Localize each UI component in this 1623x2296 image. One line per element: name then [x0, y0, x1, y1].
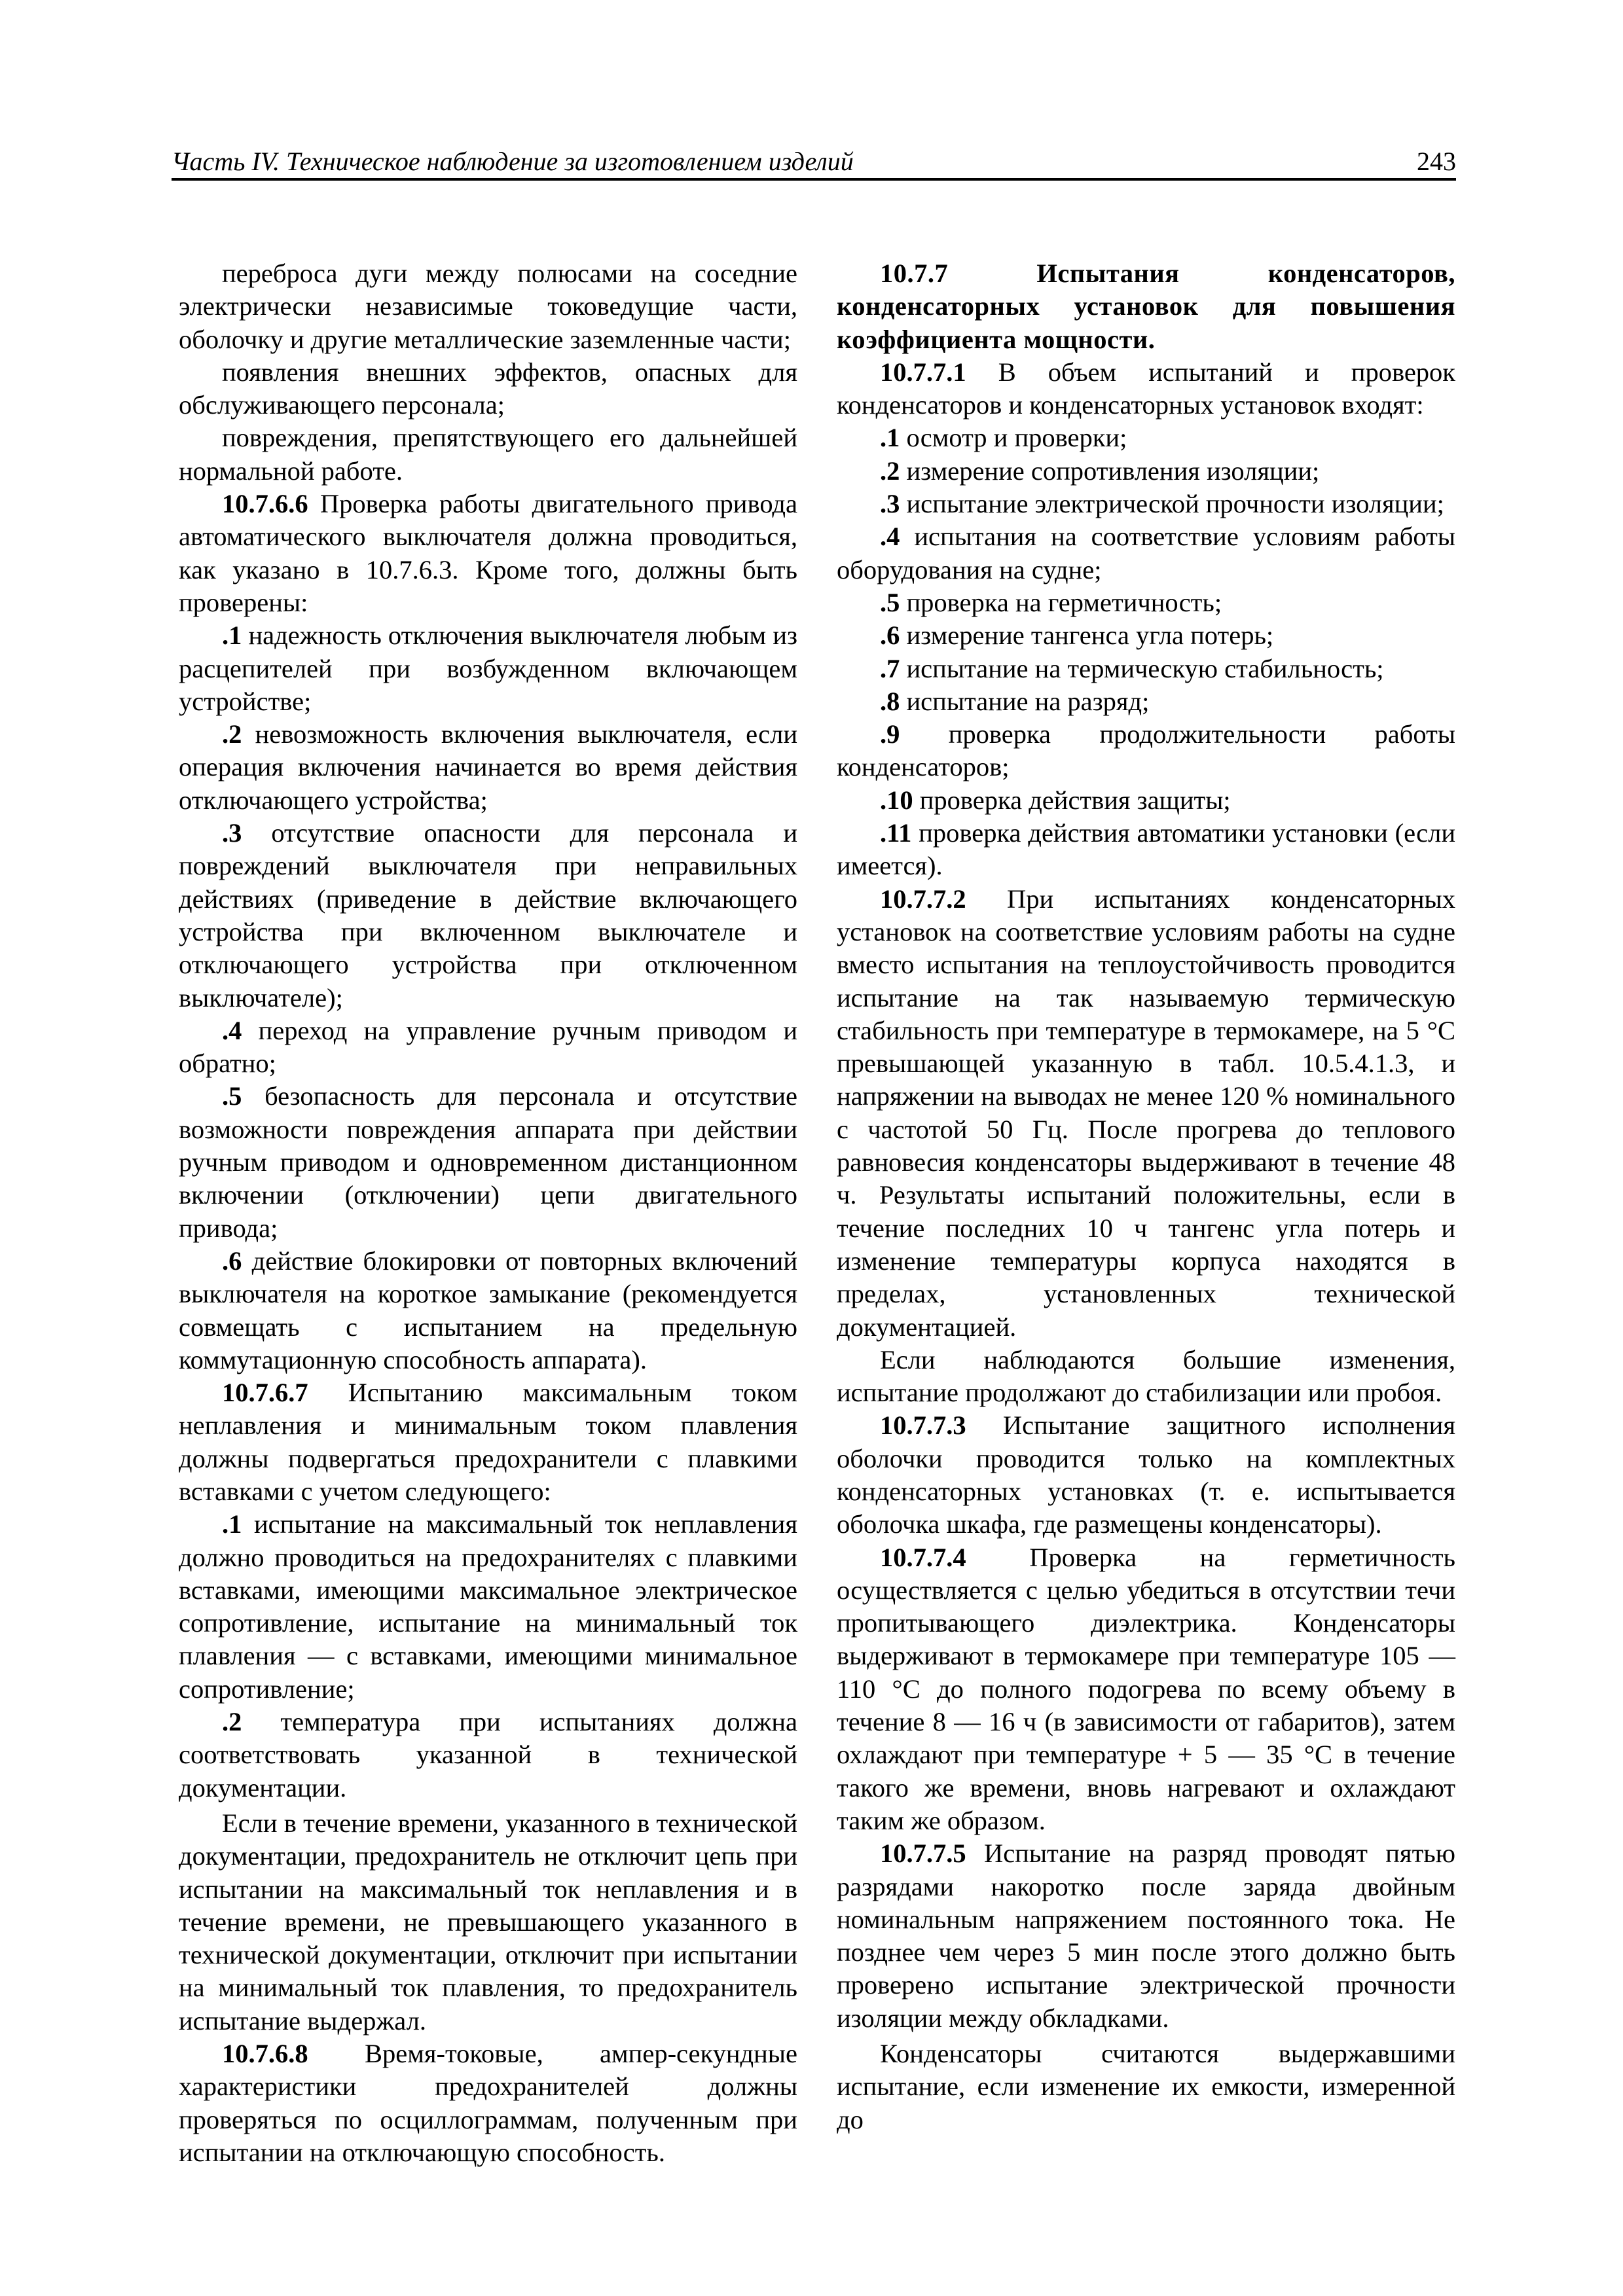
item-text: испытание на максимальный ток неплавления должно проводиться на предохранителях с плавкими вставками, имеющими максимальное электрическое сопротивление, испытание на минимальный ток плавления — с вставками, имеющими минимальное сопротивление;: [179, 1509, 797, 1704]
clause-10-7-6-8: [179, 2037, 797, 2169]
clause-text: При испытаниях конденсаторных установок на соответствие условиям работы на судне вместо испытания на теплоустойчивость проводится испытание на так называемую термическую стабильность при температуре в термокамере, на 5 °С превышающей указанную в табл. 10.5.4.1.3, и напряжении на выводах не менее 120 % номинального с частотой 50 Гц. После прогрева до теплового равновесия конденсаторы выдерживают в течение 48 ч. Результаты испытаний положительны, если в течение последних 10 ч тангенс угла потерь и изменение температуры корпуса находятся в пределах, установленных технической документацией.: [837, 884, 1455, 1342]
item-text: испытания на соответствие условиям работы оборудования на судне;: [837, 522, 1455, 584]
item-text: проверка продолжительности работы конденсаторов;: [837, 719, 1455, 782]
item-number: .6: [222, 1246, 242, 1276]
item-text: безопасность для персонала и отсутствие возможности повреждения аппарата при действии ручным приводом и одновременном дистанционном включении (отключении) цепи двигательного привода;: [179, 1081, 797, 1243]
item-number: .2: [222, 1707, 242, 1737]
paragraph: Конденсаторы считаются выдержавшими испытание, если изменение их емкости, измеренной до: [837, 2039, 1455, 2134]
item-number: .3: [222, 818, 242, 848]
clause-text: Проверка на герметичность осуществляется с целью убедиться в отсутствии течи пропитывающего диэлектрика. Конденсаторы выдерживают в термокамере при температуре 105 — 110 °С до полного подогрева по всему объему в течение 8 — 16 ч (в зависимости от габаритов), затем охлаждают при температуре + 5 — 35 °С в течение такого же времени, вновь нагревают и охлаждают таким же образом.: [837, 1542, 1455, 1835]
item-number: .2: [222, 719, 242, 749]
item-text: испытание на разряд;: [900, 686, 1150, 716]
clause-number: 10.7.7.5: [880, 1839, 966, 1869]
item-text: проверка действия автоматики установки (если имеется).: [837, 818, 1455, 881]
clause-text: В объем испытаний и проверок конденсаторов и конденсаторных установок входят:: [837, 357, 1455, 420]
paragraph: повреждения, препятствующего его дальнейшей нормальной работе.: [179, 423, 797, 486]
right-column: [837, 257, 1455, 2136]
clause-number: 10.7.7.2: [880, 884, 966, 914]
item-number: .2: [880, 456, 900, 486]
clause-10-7-7-4: [837, 1541, 1455, 1838]
list-item: [179, 1014, 797, 1081]
item-number: .1: [222, 1509, 242, 1539]
clause-number: 10.7.7.1: [880, 357, 966, 387]
list-item: [837, 422, 1455, 454]
list-item: [837, 784, 1455, 817]
clause-10-7-7-1: [837, 356, 1455, 422]
list-item: [837, 520, 1455, 586]
clause-10-7-6-7: [179, 1376, 797, 1508]
list-item: [179, 1245, 797, 1376]
clause-number: 10.7.7.4: [880, 1542, 966, 1572]
list-item: [179, 718, 797, 817]
item-text: измерение тангенса угла потерь;: [900, 620, 1274, 651]
item-number: .1: [880, 423, 900, 453]
clause-number: 10.7.6.6: [222, 489, 308, 519]
item-text: проверка на герметичность;: [900, 587, 1222, 617]
clause-text: Время-токовые, ампер-секундные характеристики предохранителей должны проверяться по осциллограммам, полученным при испытании на отключающую способность.: [179, 2039, 797, 2167]
item-number: .11: [880, 818, 912, 848]
item-text: испытание электрической прочности изоляции;: [900, 489, 1444, 519]
item-text: невозможность включения выключателя, если операция включения начинается во время действия отключающего устройства;: [179, 719, 797, 815]
item-text: отсутствие опасности для персонала и повреждений выключателя при неправильных действиях (приведение в действие включающего устройства при включенном выключателе и отключающего устройства при отключенном выключателе);: [179, 818, 797, 1013]
clause-10-7-7-5: [837, 1837, 1455, 2035]
clause-10-7-7-2: [837, 883, 1455, 1344]
item-number: .5: [222, 1081, 242, 1111]
item-number: .3: [880, 489, 900, 519]
running-header: [172, 145, 1456, 181]
item-number: .9: [880, 719, 900, 749]
item-number: .6: [880, 620, 900, 651]
paragraph: Если в течение времени, указанного в технической документации, предохранитель не отключит цепь при испытании на максимальный ток неплавления и в течение времени, не превышающего указанного в технической документации, отключит при испытании на минимальный ток плавления, то предохранитель испытание выдержал.: [179, 1808, 797, 2036]
item-text: переход на управление ручным приводом и обратно;: [179, 1015, 797, 1079]
list-item: [179, 1080, 797, 1244]
item-number: .4: [222, 1015, 242, 1045]
list-item: [179, 1706, 797, 1804]
clause-number: 10.7.6.7: [222, 1378, 308, 1408]
item-text: надежность отключения выключателя любым из расцепителей при возбужденном включающем устройстве;: [179, 620, 797, 716]
list-item: [837, 455, 1455, 488]
clause-text: Испытание защитного исполнения оболочки проводится только на комплектных конденсаторных установках (т. е. испытывается оболочка шкафа, где размещены конденсаторы).: [837, 1410, 1455, 1539]
item-number: .5: [880, 587, 900, 617]
item-text: температура при испытаниях должна соответствовать указанной в технической документации.: [179, 1707, 797, 1803]
paragraph: появления внешних эффектов, опасных для обслуживающего персонала;: [179, 357, 797, 420]
item-number: .4: [880, 522, 900, 552]
item-text: действие блокировки от повторных включений выключателя на короткое замыкание (рекомендуется совмещать с испытанием на предельную коммутационную способность аппарата).: [179, 1246, 797, 1374]
clause-number: 10.7.7.3: [880, 1410, 966, 1441]
item-number: .1: [222, 620, 242, 651]
list-item: [837, 653, 1455, 685]
list-item: [837, 718, 1455, 784]
clause-10-7-6-6: [179, 488, 797, 619]
item-number: .8: [880, 686, 900, 716]
clause-text: Проверка работы двигательного привода автоматического выключателя должна проводиться, как указано в 10.7.6.3. Кроме того, должны быть проверены:: [179, 489, 797, 617]
list-item: [837, 619, 1455, 652]
list-item: [837, 488, 1455, 520]
item-text: проверка действия защиты;: [913, 785, 1231, 815]
clause-text: Испытанию максимальным током неплавления и минимальным током плавления должны подвергаться предохранители с плавкими вставками с учетом следующего:: [179, 1378, 797, 1506]
list-item: [179, 1508, 797, 1706]
list-item: [837, 586, 1455, 619]
clause-text: Испытание на разряд проводят пятью разрядами накоротко после заряда двойным номинальным напряжением постоянного тока. Не позднее чем через 5 мин после этого должно быть проверено испытание электрической прочности изоляции между обкладками.: [837, 1839, 1455, 2033]
item-text: измерение сопротивления изоляции;: [900, 456, 1320, 486]
paragraph: переброса дуги между полюсами на соседние электрически независимые токоведущие части, оболочку и другие металлические заземленные части;: [179, 259, 797, 354]
paragraph: Если наблюдаются большие изменения, испытание продолжают до стабилизации или пробоя.: [837, 1344, 1455, 1408]
list-item: [179, 619, 797, 718]
item-text: осмотр и проверки;: [900, 423, 1127, 453]
list-item: [837, 685, 1455, 718]
item-number: .10: [880, 785, 913, 815]
left-column: [179, 257, 797, 2169]
item-number: .7: [880, 653, 900, 683]
clause-10-7-7-3: [837, 1409, 1455, 1541]
clause-number: 10.7.6.8: [222, 2039, 308, 2069]
page-number: 243: [1417, 147, 1456, 176]
list-item: [179, 817, 797, 1014]
item-text: испытание на термическую стабильность;: [900, 653, 1384, 683]
section-heading: 10.7.7 Испытания конденсаторов, конденсаторных установок для повышения коэффициента мощности.: [837, 259, 1455, 354]
running-header-title: Часть IV. Техническое наблюдение за изготовлением изделий: [172, 147, 854, 176]
list-item: [837, 817, 1455, 883]
